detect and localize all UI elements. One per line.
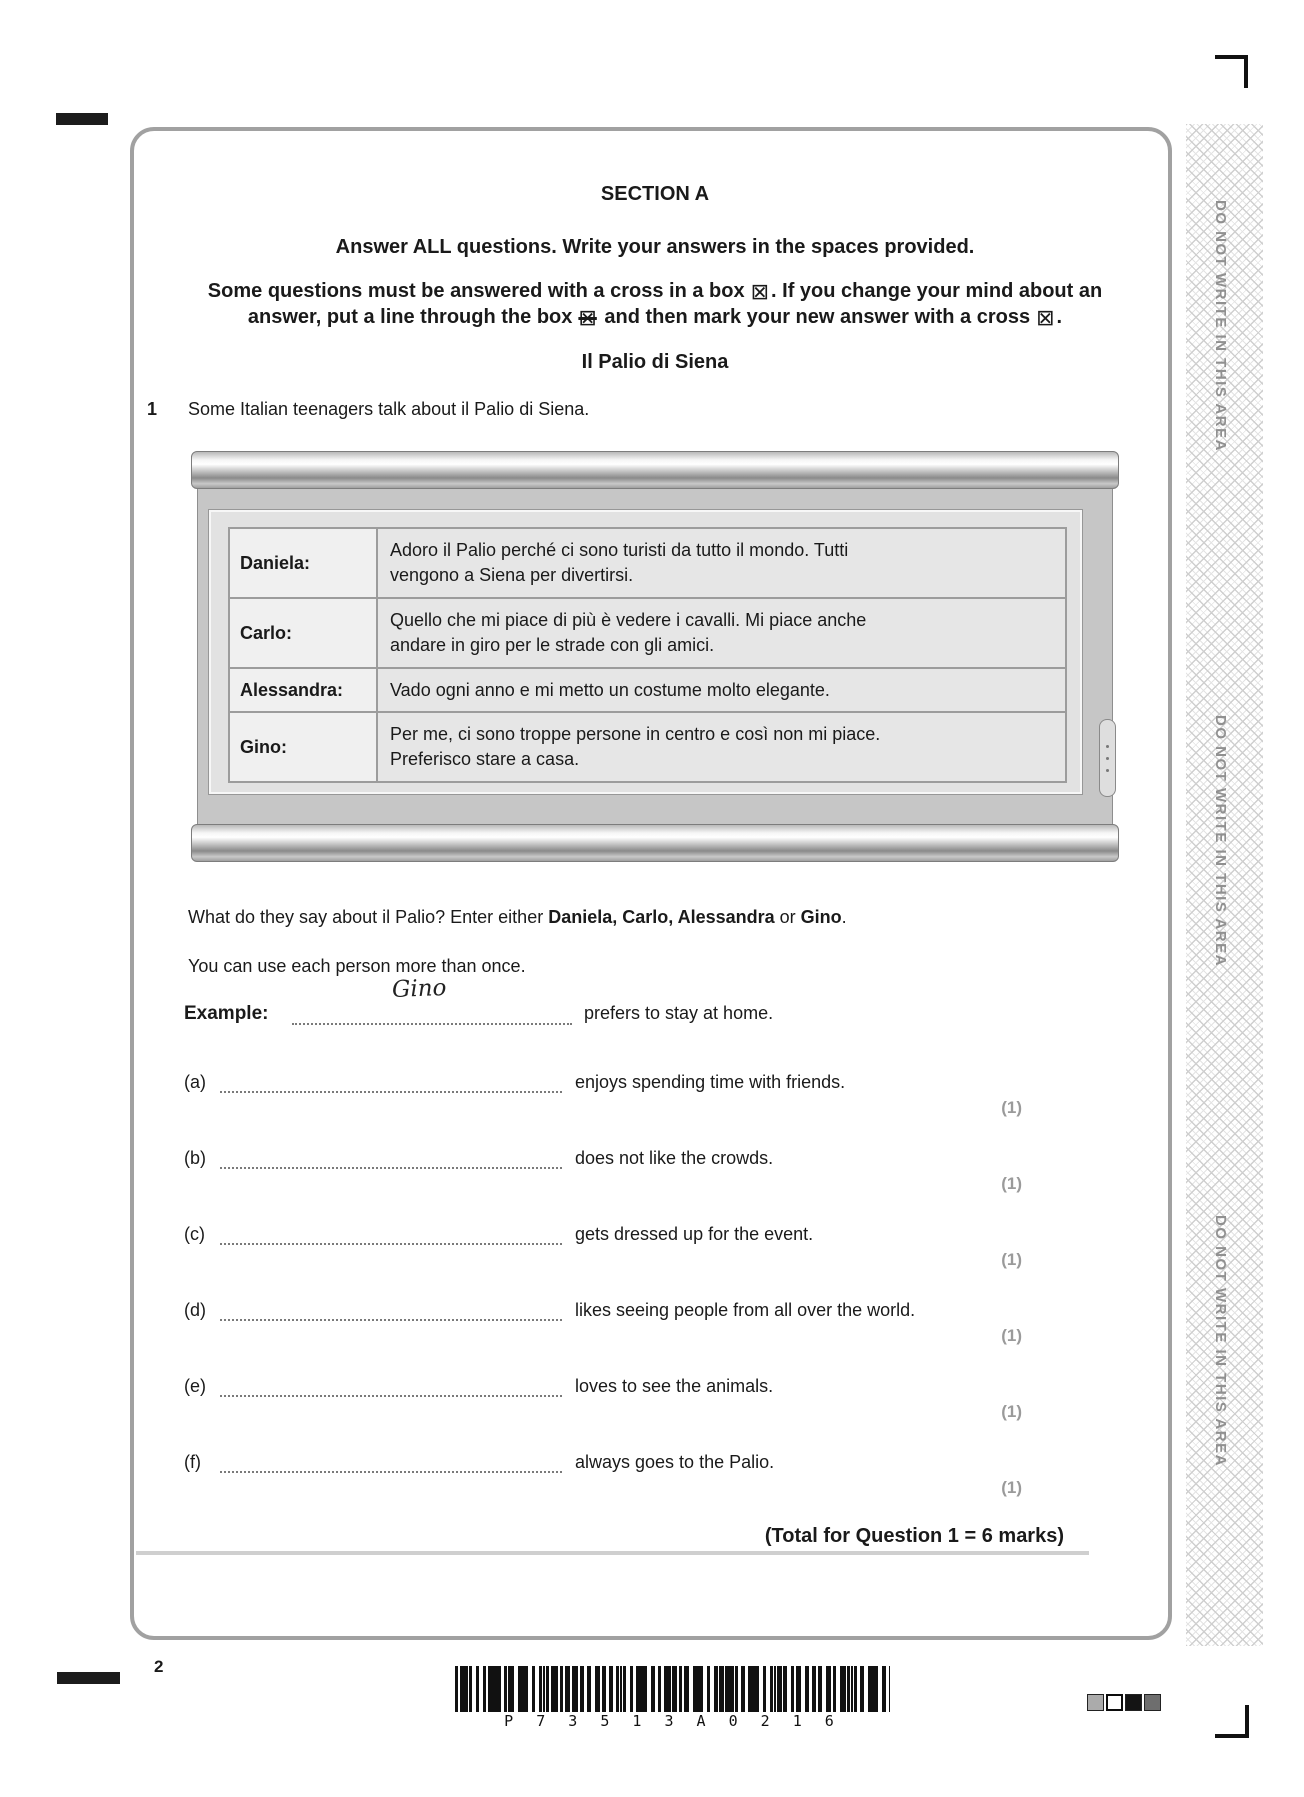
barcode — [455, 1666, 890, 1712]
question-item-d — [184, 1300, 915, 1321]
item-label: (d) — [184, 1300, 206, 1320]
answer-blank-a[interactable] — [220, 1073, 562, 1093]
table-row — [229, 598, 1066, 668]
answer-instruction: Answer ALL questions. Write your answers in the spaces provided. — [335, 236, 975, 258]
print-calibration-squares — [1087, 1694, 1161, 1711]
question-item-e — [184, 1376, 773, 1397]
example-text: prefers to stay at home. — [584, 1003, 774, 1023]
do-not-write-label: DO NOT WRITE IN THIS AREA — [1212, 715, 1229, 967]
page-number: 2 — [154, 1657, 164, 1676]
answer-blank-b[interactable] — [220, 1149, 562, 1169]
item-text: enjoys spending time with friends. — [575, 1072, 846, 1092]
answer-blank-c[interactable] — [220, 1225, 562, 1245]
fold-mark-top — [56, 113, 108, 125]
mark-badge: (1) — [1001, 1250, 1022, 1269]
example-handwritten-answer: Gino — [391, 975, 447, 1003]
board-panel — [209, 510, 1082, 794]
mark-badge: (1) — [1001, 1326, 1022, 1345]
crop-mark-bottom-right — [1215, 1734, 1249, 1738]
section-title: SECTION A — [600, 183, 710, 205]
example-row — [184, 975, 774, 1025]
example-label: Example: — [184, 1003, 269, 1024]
item-label: (f) — [184, 1452, 201, 1472]
crop-mark-top-right — [1244, 55, 1248, 88]
speakers-board-graphic — [191, 451, 1119, 862]
do-not-write-label: DO NOT WRITE IN THIS AREA — [1212, 1215, 1229, 1467]
task-note: You can use each person more than once. — [188, 956, 526, 976]
item-text: likes seeing people from all over the world. — [575, 1300, 916, 1320]
cross-instruction-line-2: answer, put a line through the box ⊠ and then mark your new answer with a cross ⊠ . — [247, 306, 1063, 331]
question-item-a — [184, 1072, 845, 1093]
item-label: (e) — [184, 1376, 206, 1396]
table-row — [229, 668, 1066, 712]
cross-instruction-line-1: Some questions must be answered with a cross in a box ⊠ . If you change your mind about an — [207, 280, 1103, 305]
item-label: (c) — [184, 1224, 205, 1244]
table-row — [229, 712, 1066, 782]
question-number: 1 — [147, 399, 158, 419]
board-handle — [1099, 719, 1116, 797]
answer-blank-d[interactable] — [220, 1301, 562, 1321]
question-item-c — [184, 1224, 813, 1245]
topic-title: Il Palio di Siena — [581, 351, 729, 373]
item-text: does not like the crowds. — [575, 1148, 774, 1168]
item-text: always goes to the Palio. — [575, 1452, 775, 1472]
item-label: (b) — [184, 1148, 206, 1168]
cross-box-icon: ⊠ — [1036, 306, 1055, 331]
mark-badge: (1) — [1001, 1402, 1022, 1421]
board-bottom-bar — [191, 824, 1119, 862]
speaker-quote: Quello che mi piace di più è vedere i cavalli. Mi piace anche andare in giro per le strade con gli amici. — [377, 598, 1066, 668]
calibration-square — [1087, 1694, 1104, 1711]
board-top-bar — [191, 451, 1119, 489]
question-total: (Total for Question 1 = 6 marks) — [764, 1525, 1064, 1547]
do-not-write-margin — [1186, 124, 1263, 1646]
speaker-quote: Adoro il Palio perché ci sono turisti da tutto il mondo. Tutti vengono a Siena per divertirsi. — [377, 528, 1066, 598]
speaker-quote: Per me, ci sono troppe persone in centro e così non mi piace. Preferisco stare a casa. — [377, 712, 1066, 782]
do-not-write-label: DO NOT WRITE IN THIS AREA — [1212, 200, 1229, 452]
cross-instructions — [134, 278, 1176, 330]
task-instruction: What do they say about il Palio? Enter either Daniela, Carlo, Alessandra or Gino. — [188, 907, 847, 927]
speaker-name: Carlo: — [229, 598, 377, 668]
question-item-f — [184, 1452, 774, 1473]
item-label: (a) — [184, 1072, 206, 1092]
answer-blank-e[interactable] — [220, 1377, 562, 1397]
speaker-name: Gino: — [229, 712, 377, 782]
mark-badge: (1) — [1001, 1174, 1022, 1193]
question-area-border — [130, 127, 1172, 1640]
example-answer-blank — [292, 975, 572, 1025]
calibration-square — [1144, 1694, 1161, 1711]
item-text: loves to see the animals. — [575, 1376, 774, 1396]
mark-badge: (1) — [1001, 1098, 1022, 1117]
item-text: gets dressed up for the event. — [575, 1224, 814, 1244]
barcode-text: P 7 3 5 1 3 A 0 2 1 6 — [504, 1712, 841, 1730]
question-end-rule — [136, 1551, 1089, 1555]
cross-box-icon: ⊠ — [750, 280, 770, 305]
question-item-b — [184, 1148, 773, 1169]
calibration-square — [1106, 1694, 1123, 1711]
calibration-square — [1125, 1694, 1142, 1711]
speaker-name: Daniela: — [229, 528, 377, 598]
speaker-name: Alessandra: — [229, 668, 377, 712]
speakers-table — [228, 527, 1067, 783]
mark-badge: (1) — [1001, 1478, 1022, 1497]
speaker-quote: Vado ogni anno e mi metto un costume molto elegante. — [377, 668, 1066, 712]
question-intro: Some Italian teenagers talk about il Palio di Siena. — [188, 399, 590, 419]
answer-blank-f[interactable] — [220, 1453, 562, 1473]
cross-box-strikethrough-icon: ⊠ — [578, 306, 597, 331]
table-row — [229, 528, 1066, 598]
fold-mark-bottom — [57, 1672, 120, 1684]
